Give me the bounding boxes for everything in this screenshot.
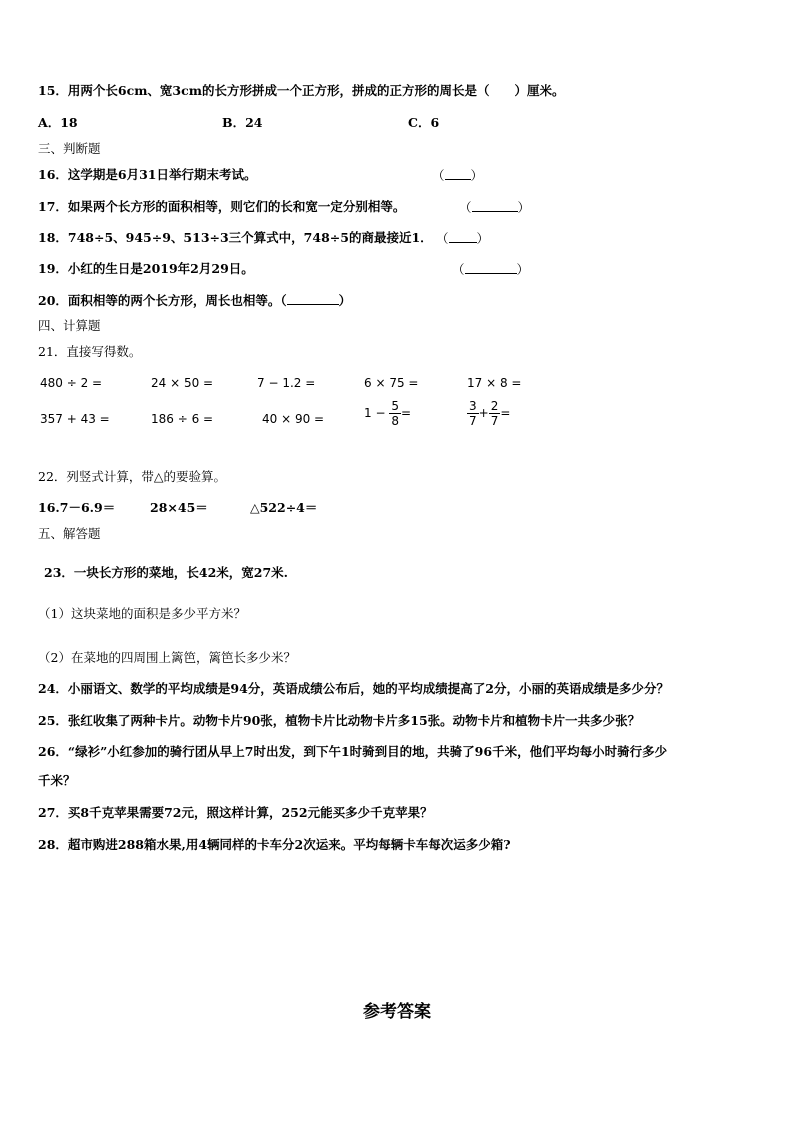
blank-line <box>472 199 518 212</box>
paren-open: （ <box>280 293 287 308</box>
calc-item: 357 + 43 = <box>40 412 110 426</box>
q15-option-c: C．6 <box>408 115 440 130</box>
denominator: 7 <box>469 414 477 428</box>
vertical-calc-item: △522÷4＝ <box>250 500 318 515</box>
denominator: 7 <box>490 414 499 428</box>
calc-item: 17 × 8 = <box>467 376 522 390</box>
blank-line <box>287 292 339 305</box>
answer-blank-17[interactable] <box>459 199 530 216</box>
question-28: 28．超市购进288箱水果,用4辆同样的卡车分2次运来。平均每辆卡车每次运多少箱? <box>38 837 511 852</box>
question-17 <box>38 199 405 215</box>
question-16-text: 16．这学期是6月31日举行期末考试。 <box>38 167 257 182</box>
question-18 <box>38 230 433 246</box>
fraction <box>467 399 479 428</box>
section-heading-solve: 五、解答题 <box>38 526 101 541</box>
paren-close: ） <box>470 168 484 183</box>
question-20 <box>38 292 351 309</box>
answer-blank-16[interactable] <box>432 167 483 184</box>
q15-option-b: B．24 <box>222 115 263 130</box>
section-heading-judge: 三、判断题 <box>38 141 101 156</box>
question-27: 27．买8千克苹果需要72元，照这样计算，252元能买多少千克苹果？ <box>38 805 433 820</box>
denominator: 8 <box>391 414 399 428</box>
numerator: 5 <box>391 399 399 413</box>
vertical-calc-item: 28×45＝ <box>150 500 208 515</box>
question-18-text: 18．748÷5、945÷9、513÷3三个算式中，748÷5的商最接近1． <box>38 230 433 245</box>
paren-close: ） <box>516 262 530 277</box>
paren-close: ） <box>517 200 531 215</box>
fraction <box>489 399 501 428</box>
question-26-line-2: 千米？ <box>38 773 76 788</box>
answer-key-title: 参考答案 <box>363 1002 431 1022</box>
vertical-calc-item: 16.7－6.9＝ <box>38 500 116 515</box>
answer-blank-18[interactable] <box>436 230 489 247</box>
blank-line <box>445 167 471 180</box>
calc-item: 6 × 75 = <box>364 376 419 390</box>
calc-item: 480 ÷ 2 = <box>40 376 103 390</box>
question-15: 15．用两个长6cm、宽3cm的长方形拼成一个正方形，拼成的正方形的周长是（ ）厘米。 <box>38 83 565 98</box>
calc-item: 24 × 50 = <box>151 376 214 390</box>
question-21-title: 21．直接写得数。 <box>38 344 142 359</box>
fraction-prefix: 1 − <box>364 406 386 420</box>
blank-line <box>449 230 477 243</box>
plus-sign: + <box>478 406 489 420</box>
calc-item: 40 × 90 = <box>262 412 325 426</box>
calc-item: 7 − 1.2 = <box>257 376 316 390</box>
paren-open: （ <box>459 200 472 215</box>
question-23-part-1: （1）这块菜地的面积是多少平方米？ <box>38 606 246 621</box>
calc-fraction-item <box>467 399 510 428</box>
section-heading-calc: 四、计算题 <box>38 318 101 333</box>
blank-line <box>465 261 517 274</box>
question-19 <box>38 261 254 277</box>
equals-sign: = <box>500 406 511 420</box>
question-26-line-1: 26．“绿衫”小红参加的骑行团从早上7时出发，到下午1时骑到目的地，共骑了96千米，他们平均每小时骑行多少 <box>38 744 668 759</box>
paren-close: ） <box>476 231 490 246</box>
question-24: 24．小丽语文、数学的平均成绩是94分，英语成绩公布后，她的平均成绩提高了2分，小丽的英语成绩是多少分？ <box>38 681 669 696</box>
fraction <box>389 399 401 428</box>
paren-open: （ <box>452 262 465 277</box>
calc-fraction-item <box>364 399 411 428</box>
question-23-part-2: （2）在菜地的四周围上篱笆，篱笆长多少米？ <box>38 650 296 665</box>
question-17-text: 17．如果两个长方形的面积相等，则它们的长和宽一定分别相等。 <box>38 199 406 214</box>
equals-sign: = <box>400 406 412 420</box>
paren-open: （ <box>432 168 445 183</box>
question-22-title: 22．列竖式计算，带△的要验算。 <box>38 469 227 484</box>
paren-close: ） <box>338 293 352 308</box>
question-23: 23．一块长方形的菜地，长42米，宽27米. <box>44 565 289 580</box>
question-20-text: 20．面积相等的两个长方形，周长也相等。 <box>38 293 281 308</box>
question-16 <box>38 167 257 183</box>
question-25: 25．张红收集了两种卡片。动物卡片90张，植物卡片比动物卡片多15张。动物卡片和植物卡片一共多少张？ <box>38 713 641 728</box>
paren-open: （ <box>436 231 449 246</box>
calc-item: 186 ÷ 6 = <box>151 412 214 426</box>
answer-blank-20[interactable] <box>280 293 351 308</box>
numerator: 2 <box>490 399 499 413</box>
question-19-text: 19．小红的生日是2019年2月29日。 <box>38 261 254 276</box>
answer-blank-19[interactable] <box>452 261 529 278</box>
q15-option-a: A．18 <box>38 115 78 130</box>
numerator: 3 <box>469 399 477 413</box>
